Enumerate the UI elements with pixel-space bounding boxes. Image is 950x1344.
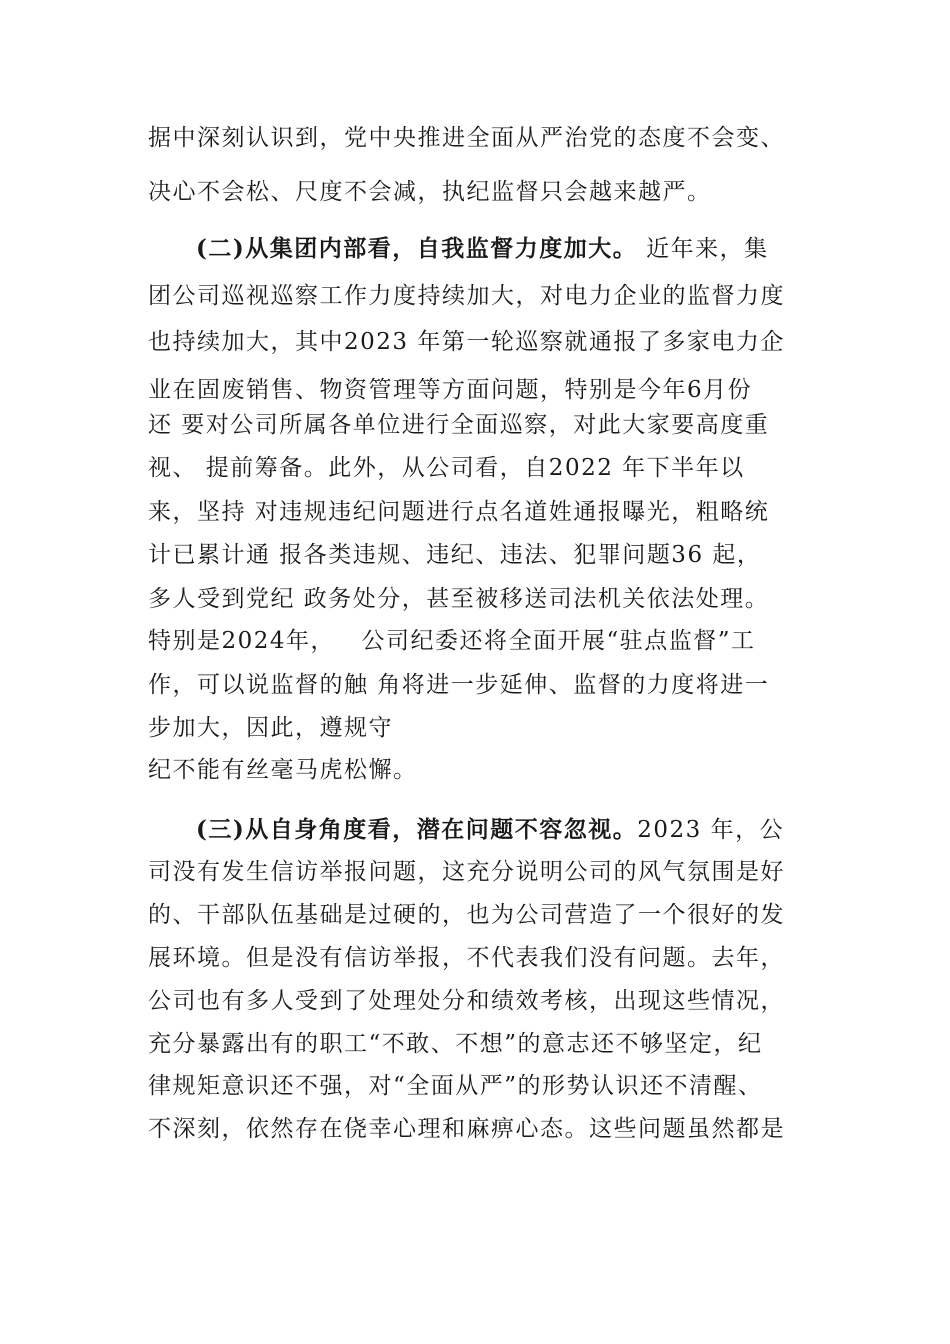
paragraph-line: 视、 提前筹备。此外，从公司看，自2022 年下半年以 bbox=[148, 455, 745, 481]
paragraph-line: 律规矩意识还不强，对“全面从严”的形势认识还不清醒、 bbox=[148, 1073, 763, 1099]
section-3-lead-text: 2023 年，公 bbox=[637, 817, 785, 843]
paragraph-line: 司没有发生信访举报问题，这充分说明公司的风气氛围是好 bbox=[148, 859, 785, 885]
paragraph-line: 不深刻，依然存在侥幸心理和麻痹心态。这些问题虽然都是 bbox=[148, 1116, 785, 1142]
paragraph-line: 还 要对公司所属各单位进行全面巡察，对此大家要高度重 bbox=[148, 412, 770, 438]
paragraph-line: 特别是2024年， 公司纪委还将全面开展“驻点监督”工 bbox=[148, 628, 756, 654]
paragraph-line: 业在固废销售、物资管理等方面问题，特别是今年6月份 bbox=[148, 377, 753, 403]
paragraph-line: 作，可以说监督的触 角将进一步延伸、监督的力度将进一 bbox=[148, 672, 770, 698]
paragraph-line: 据中深刻认识到，党中央推进全面从严治党的态度不会变、 bbox=[148, 125, 785, 151]
section-2-lead-text: 近年来，集 bbox=[637, 236, 769, 262]
section-2-heading: (二)从集团内部看，自我监督力度加大。 bbox=[196, 235, 638, 262]
section-2-first-line bbox=[196, 234, 820, 264]
paragraph-line: 计已累计通 报各类违规、违纪、违法、犯罪问题36 起， bbox=[148, 542, 762, 568]
section-3-heading: (三)从自身角度看，潜在问题不容忽视。 bbox=[196, 816, 638, 843]
paragraph-line: 的、干部队伍基础是过硬的，也为公司营造了一个很好的发 bbox=[148, 902, 785, 928]
paragraph-line: 步加大，因此，遵规守 bbox=[148, 715, 393, 741]
paragraph-line: 纪不能有丝毫马虎松懈。 bbox=[148, 757, 418, 783]
paragraph-line: 决心不会松、尺度不会减，执纪监督只会越来越严。 bbox=[148, 179, 712, 205]
paragraph-line: 也持续加大，其中2023 年第一轮巡察就通报了多家电力企 bbox=[148, 329, 785, 355]
paragraph-line: 团公司巡视巡察工作力度持续加大，对电力企业的监督力度 bbox=[148, 283, 785, 309]
section-3-first-line bbox=[196, 815, 820, 845]
paragraph-line: 展环境。但是没有信访举报，不代表我们没有问题。去年， bbox=[148, 945, 785, 971]
paragraph-line: 多人受到党纪 政务处分，甚至被移送司法机关依法处理。 bbox=[148, 586, 770, 612]
paragraph-line: 充分暴露出有的职工“不敢、不想”的意志还不够坚定，纪 bbox=[148, 1031, 763, 1057]
paragraph-line: 公司也有多人受到了处理处分和绩效考核，出现这些情况， bbox=[148, 988, 785, 1014]
paragraph-line: 来，坚持 对违规违纪问题进行点名道姓通报曝光，粗略统 bbox=[148, 499, 770, 525]
